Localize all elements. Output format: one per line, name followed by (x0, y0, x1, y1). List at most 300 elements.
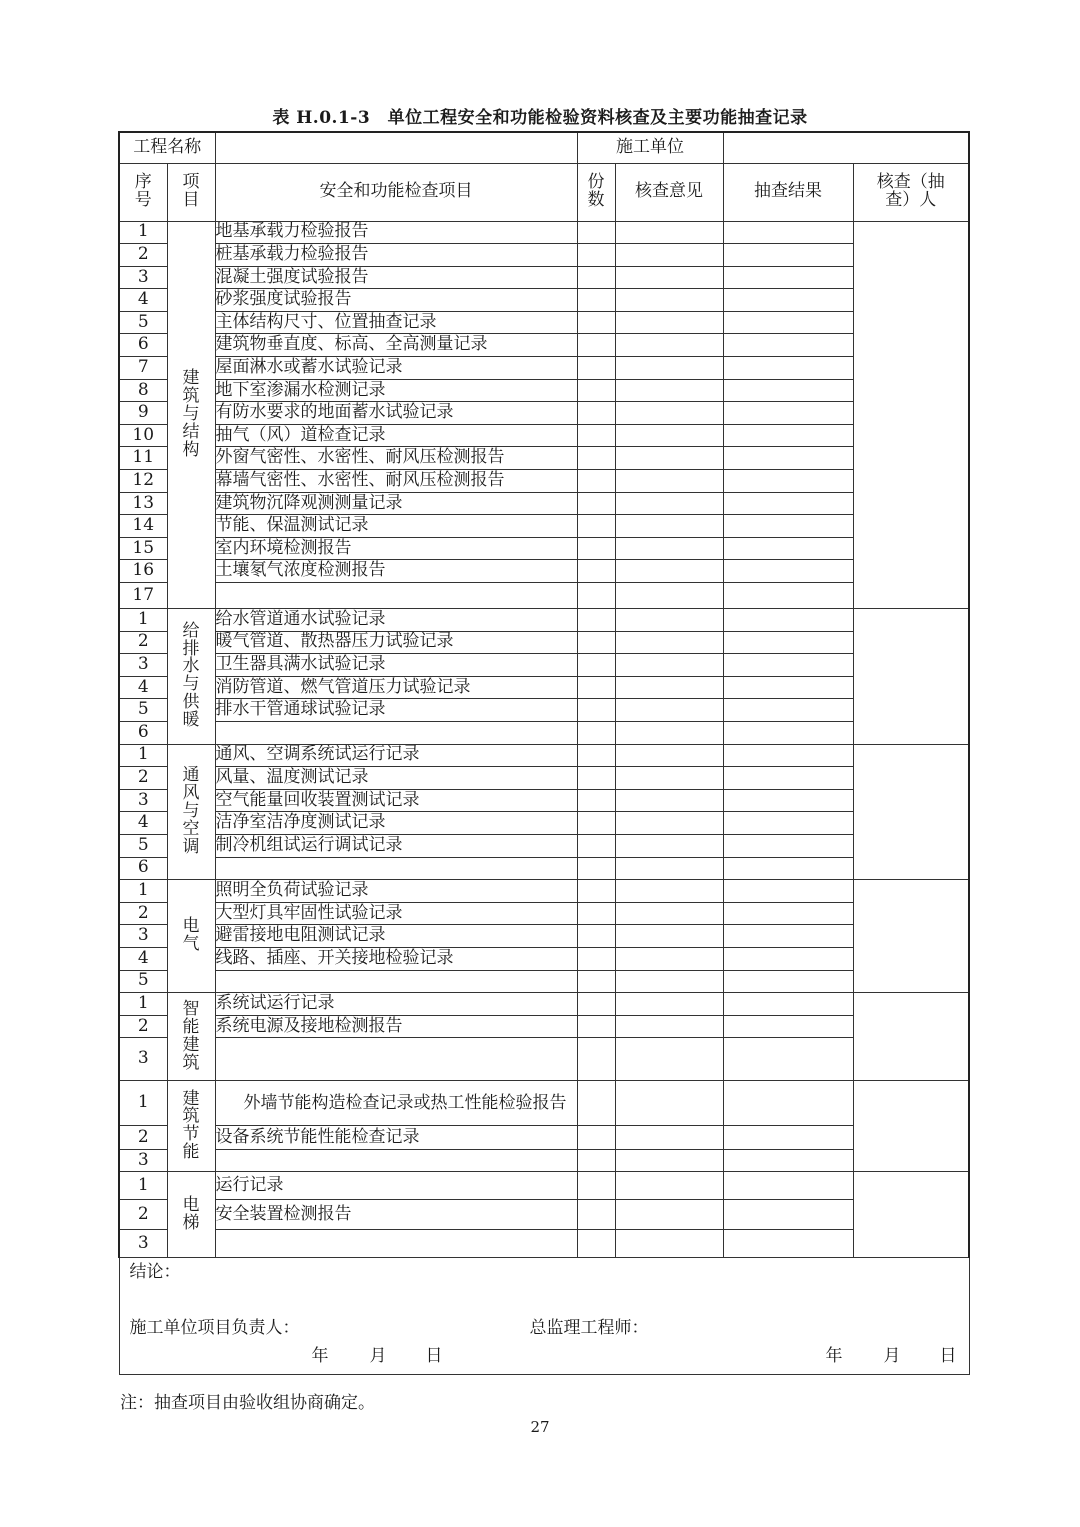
table-row (119, 537, 969, 560)
table-row (119, 357, 969, 380)
table-row (119, 721, 969, 744)
opinion-cell[interactable] (615, 925, 723, 948)
table-row (119, 424, 969, 447)
table-row (119, 812, 969, 835)
row-number: 2 (119, 767, 167, 790)
result-cell[interactable] (723, 1038, 853, 1081)
column-header-opinion: 核查意见 (615, 163, 723, 221)
table-row (119, 880, 969, 903)
opinion-cell[interactable] (615, 880, 723, 903)
result-cell[interactable] (723, 857, 853, 880)
copies-cell[interactable] (577, 1038, 615, 1081)
result-cell[interactable] (723, 767, 853, 790)
contractor-date-year: 年 (311, 1346, 329, 1367)
contractor-date-day: 日 (425, 1346, 443, 1367)
copies-cell[interactable] (577, 744, 615, 767)
check-item: 安全装置检测报告 (215, 1200, 577, 1230)
opinion-cell[interactable] (615, 767, 723, 790)
opinion-cell[interactable] (615, 970, 723, 993)
copies-cell[interactable] (577, 925, 615, 948)
copies-cell[interactable] (577, 834, 615, 857)
table-row (119, 1200, 969, 1230)
check-item: 屋面淋水或蓄水试验记录 (215, 357, 577, 380)
table-row (119, 993, 969, 1016)
result-cell[interactable] (723, 537, 853, 560)
column-header-category-line: 目 (182, 190, 200, 210)
table-row (119, 515, 969, 538)
check-item (215, 970, 577, 993)
result-cell[interactable] (723, 970, 853, 993)
copies-cell[interactable] (577, 379, 615, 402)
category-char: 排 (182, 638, 200, 659)
opinion-cell[interactable] (615, 1172, 723, 1200)
check-item: 地基承载力检验报告 (215, 221, 577, 244)
result-cell[interactable] (723, 834, 853, 857)
column-header-result: 抽查结果 (723, 163, 853, 221)
row-number: 2 (119, 1126, 167, 1150)
conclusion-cell[interactable] (119, 1258, 969, 1375)
row-number: 12 (119, 470, 167, 493)
result-cell[interactable] (723, 379, 853, 402)
table-row (119, 244, 969, 267)
result-cell[interactable] (723, 311, 853, 334)
opinion-cell[interactable] (615, 902, 723, 925)
category-char: 水 (182, 656, 200, 677)
opinion-cell[interactable] (615, 1230, 723, 1258)
check-item: 大型灯具牢固性试验记录 (215, 902, 577, 925)
result-cell[interactable] (723, 880, 853, 903)
category-char: 与 (182, 674, 200, 695)
table-row (119, 1150, 969, 1172)
result-cell[interactable] (723, 654, 853, 677)
checker-cell[interactable] (853, 609, 969, 745)
check-item-line: 外墙节能构造检查记录或热工性能检 (243, 1093, 516, 1114)
copies-cell[interactable] (577, 221, 615, 244)
category-char: 智 (182, 999, 200, 1019)
result-cell[interactable] (723, 925, 853, 948)
opinion-cell[interactable] (615, 515, 723, 538)
result-cell[interactable] (723, 470, 853, 493)
category-char: 气 (182, 934, 200, 955)
copies-cell[interactable] (577, 357, 615, 380)
row-number: 1 (119, 993, 167, 1016)
copies-cell[interactable] (577, 902, 615, 925)
copies-cell[interactable] (577, 447, 615, 470)
result-cell[interactable] (723, 1230, 853, 1258)
copies-cell[interactable] (577, 515, 615, 538)
check-item: 混凝土强度试验报告 (215, 266, 577, 289)
chief-supervisor-label: 总监理工程师： (529, 1318, 649, 1339)
project-name-field[interactable] (215, 132, 577, 163)
opinion-cell[interactable] (615, 537, 723, 560)
opinion-cell[interactable] (615, 289, 723, 312)
copies-cell[interactable] (577, 947, 615, 970)
category-label (167, 1172, 215, 1258)
result-cell[interactable] (723, 447, 853, 470)
row-number: 3 (119, 925, 167, 948)
copies-cell[interactable] (577, 631, 615, 654)
column-header-category-line: 项 (182, 172, 200, 193)
copies-cell[interactable] (577, 266, 615, 289)
check-item: 排水干管通球试验记录 (215, 699, 577, 722)
result-cell[interactable] (723, 492, 853, 515)
opinion-cell[interactable] (615, 1150, 723, 1172)
opinion-cell[interactable] (615, 654, 723, 677)
copies-cell[interactable] (577, 1230, 615, 1258)
checker-cell[interactable] (853, 1081, 969, 1172)
result-cell[interactable] (723, 789, 853, 812)
inspection-table (118, 131, 970, 1375)
checker-cell[interactable] (853, 880, 969, 993)
row-number: 3 (119, 1150, 167, 1172)
table-row (119, 289, 969, 312)
check-item (215, 721, 577, 744)
row-number: 6 (119, 721, 167, 744)
column-header-seq-line: 号 (134, 190, 152, 210)
result-cell[interactable] (723, 1081, 853, 1126)
row-number: 15 (119, 537, 167, 560)
column-header-copies-line: 份 (587, 172, 605, 193)
category-char: 电 (182, 916, 200, 937)
category-char: 暖 (182, 709, 200, 730)
checker-cell[interactable] (853, 221, 969, 609)
footnote: 注：抽查项目由验收组协商确定。 (120, 1393, 375, 1413)
check-item: 室内环境检测报告 (215, 537, 577, 560)
row-number: 1 (119, 1172, 167, 1200)
opinion-cell[interactable] (615, 334, 723, 357)
opinion-cell[interactable] (615, 1038, 723, 1081)
row-number: 9 (119, 402, 167, 425)
copies-cell[interactable] (577, 970, 615, 993)
result-cell[interactable] (723, 424, 853, 447)
opinion-cell[interactable] (615, 789, 723, 812)
category-label (167, 221, 215, 609)
row-number: 7 (119, 357, 167, 380)
opinion-cell[interactable] (615, 857, 723, 880)
copies-cell[interactable] (577, 424, 615, 447)
check-item: 通风、空调系统试运行记录 (215, 744, 577, 767)
check-item: 有防水要求的地面蓄水试验记录 (215, 402, 577, 425)
row-number: 1 (119, 221, 167, 244)
check-item: 桩基承载力检验报告 (215, 244, 577, 267)
table-row (119, 767, 969, 790)
result-cell[interactable] (723, 244, 853, 267)
category-char: 给 (182, 620, 200, 641)
check-item (215, 1038, 577, 1081)
result-cell[interactable] (723, 902, 853, 925)
row-number: 16 (119, 560, 167, 583)
table-row (119, 789, 969, 812)
opinion-cell[interactable] (615, 834, 723, 857)
check-item: 消防管道、燃气管道压力试验记录 (215, 676, 577, 699)
result-cell[interactable] (723, 357, 853, 380)
table-row (119, 1230, 969, 1258)
result-cell[interactable] (723, 699, 853, 722)
table-row (119, 492, 969, 515)
copies-cell[interactable] (577, 311, 615, 334)
copies-cell[interactable] (577, 1081, 615, 1126)
copies-cell[interactable] (577, 1150, 615, 1172)
category-char: 能 (182, 1016, 200, 1037)
category-char: 空 (182, 818, 200, 839)
row-number: 3 (119, 1038, 167, 1081)
category-char: 风 (182, 783, 200, 804)
copies-cell[interactable] (577, 857, 615, 880)
row-number: 8 (119, 379, 167, 402)
contractor-date-month: 月 (369, 1346, 387, 1367)
opinion-cell[interactable] (615, 609, 723, 632)
row-number: 14 (119, 515, 167, 538)
check-item: 砂浆强度试验报告 (215, 289, 577, 312)
check-item: 制冷机组试运行调试记录 (215, 834, 577, 857)
copies-cell[interactable] (577, 880, 615, 903)
opinion-cell[interactable] (615, 379, 723, 402)
contractor-field[interactable] (723, 132, 969, 163)
row-number: 1 (119, 744, 167, 767)
check-item (215, 1150, 577, 1172)
check-item: 照明全负荷试验记录 (215, 880, 577, 903)
row-number: 4 (119, 289, 167, 312)
table-row (119, 560, 969, 583)
table-row (119, 947, 969, 970)
check-item (215, 1081, 577, 1126)
result-cell[interactable] (723, 221, 853, 244)
category-label (167, 609, 215, 745)
check-item: 主体结构尺寸、位置抽查记录 (215, 311, 577, 334)
result-cell[interactable] (723, 266, 853, 289)
opinion-cell[interactable] (615, 744, 723, 767)
table-row (119, 447, 969, 470)
column-header-checker-line: 核查（抽 (876, 172, 945, 193)
opinion-cell[interactable] (615, 311, 723, 334)
row-number: 2 (119, 631, 167, 654)
table-row (119, 311, 969, 334)
row-number: 5 (119, 970, 167, 993)
copies-cell[interactable] (577, 402, 615, 425)
row-number: 4 (119, 676, 167, 699)
category-char: 供 (182, 692, 200, 713)
row-number: 3 (119, 266, 167, 289)
copies-cell[interactable] (577, 583, 615, 609)
check-item: 给水管道通水试验记录 (215, 609, 577, 632)
category-char: 通 (182, 765, 200, 786)
check-item: 避雷接地电阻测试记录 (215, 925, 577, 948)
page-title: 表 H.0.1-3 单位工程安全和功能检验资料核查及主要功能抽查记录 (272, 108, 808, 128)
category-char: 能 (182, 1142, 200, 1163)
checker-cell[interactable] (853, 993, 969, 1081)
opinion-cell[interactable] (615, 470, 723, 493)
opinion-cell[interactable] (615, 402, 723, 425)
opinion-cell[interactable] (615, 721, 723, 744)
copies-cell[interactable] (577, 537, 615, 560)
copies-cell[interactable] (577, 492, 615, 515)
category-char: 梯 (182, 1212, 200, 1233)
conclusion-label: 结论： (129, 1262, 181, 1283)
copies-cell[interactable] (577, 609, 615, 632)
copies-cell[interactable] (577, 812, 615, 835)
category-char: 调 (182, 836, 200, 857)
column-header-seq-line: 序 (134, 172, 152, 193)
result-cell[interactable] (723, 609, 853, 632)
check-item: 卫生器具满水试验记录 (215, 654, 577, 677)
result-cell[interactable] (723, 1200, 853, 1230)
copies-cell[interactable] (577, 1172, 615, 1200)
check-item: 系统电源及接地检测报告 (215, 1015, 577, 1038)
row-number: 5 (119, 311, 167, 334)
opinion-cell[interactable] (615, 1015, 723, 1038)
check-item: 空气能量回收装置测试记录 (215, 789, 577, 812)
category-char: 筑 (182, 1106, 200, 1127)
page-number: 27 (530, 1418, 550, 1436)
copies-cell[interactable] (577, 654, 615, 677)
check-item: 抽气（风）道检查记录 (215, 424, 577, 447)
row-number: 5 (119, 834, 167, 857)
table-row (119, 1015, 969, 1038)
table-row (119, 654, 969, 677)
copies-cell[interactable] (577, 676, 615, 699)
project-name-label: 工程名称 (119, 132, 215, 163)
opinion-cell[interactable] (615, 424, 723, 447)
row-number: 2 (119, 1015, 167, 1038)
table-row (119, 1081, 969, 1126)
row-number: 6 (119, 334, 167, 357)
copies-cell[interactable] (577, 993, 615, 1016)
copies-cell[interactable] (577, 789, 615, 812)
check-item: 建筑物垂直度、标高、全高测量记录 (215, 334, 577, 357)
opinion-cell[interactable] (615, 1126, 723, 1150)
row-number: 3 (119, 789, 167, 812)
category-char: 与 (182, 800, 200, 821)
result-cell[interactable] (723, 1126, 853, 1150)
result-cell[interactable] (723, 721, 853, 744)
copies-cell[interactable] (577, 721, 615, 744)
check-item (215, 583, 577, 609)
result-cell[interactable] (723, 560, 853, 583)
opinion-cell[interactable] (615, 1081, 723, 1126)
opinion-cell[interactable] (615, 244, 723, 267)
table-row (119, 902, 969, 925)
check-item (215, 857, 577, 880)
opinion-cell[interactable] (615, 631, 723, 654)
result-cell[interactable] (723, 1015, 853, 1038)
supervisor-date-month: 月 (883, 1346, 901, 1367)
category-char: 电 (182, 1194, 200, 1215)
copies-cell[interactable] (577, 244, 615, 267)
copies-cell[interactable] (577, 699, 615, 722)
opinion-cell[interactable] (615, 1200, 723, 1230)
result-cell[interactable] (723, 1150, 853, 1172)
row-number: 3 (119, 654, 167, 677)
table-row (119, 402, 969, 425)
copies-cell[interactable] (577, 560, 615, 583)
copies-cell[interactable] (577, 334, 615, 357)
opinion-cell[interactable] (615, 676, 723, 699)
row-number: 5 (119, 699, 167, 722)
table-row (119, 834, 969, 857)
table-row (119, 379, 969, 402)
category-char: 构 (182, 439, 200, 460)
check-item: 外窗气密性、水密性、耐风压检测报告 (215, 447, 577, 470)
table-row (119, 631, 969, 654)
contractor-label: 施工单位 (577, 132, 723, 163)
copies-cell[interactable] (577, 289, 615, 312)
checker-cell[interactable] (853, 744, 969, 880)
category-label (167, 880, 215, 993)
check-item: 幕墙气密性、水密性、耐风压检测报告 (215, 470, 577, 493)
result-cell[interactable] (723, 515, 853, 538)
result-cell[interactable] (723, 583, 853, 609)
result-cell[interactable] (723, 676, 853, 699)
opinion-cell[interactable] (615, 583, 723, 609)
opinion-cell[interactable] (615, 221, 723, 244)
opinion-cell[interactable] (615, 993, 723, 1016)
table-row (119, 676, 969, 699)
check-item: 系统试运行记录 (215, 993, 577, 1016)
result-cell[interactable] (723, 993, 853, 1016)
result-cell[interactable] (723, 289, 853, 312)
copies-cell[interactable] (577, 1200, 615, 1230)
row-number: 4 (119, 947, 167, 970)
row-number: 1 (119, 609, 167, 632)
table-row (119, 699, 969, 722)
opinion-cell[interactable] (615, 447, 723, 470)
row-number: 2 (119, 1200, 167, 1230)
opinion-cell[interactable] (615, 947, 723, 970)
opinion-cell[interactable] (615, 699, 723, 722)
result-cell[interactable] (723, 947, 853, 970)
category-label (167, 993, 215, 1081)
category-label (167, 1081, 215, 1172)
copies-cell[interactable] (577, 1015, 615, 1038)
table-row (119, 925, 969, 948)
copies-cell[interactable] (577, 470, 615, 493)
table-row (119, 221, 969, 244)
check-item: 线路、插座、开关接地检验记录 (215, 947, 577, 970)
check-item: 洁净室洁净度测试记录 (215, 812, 577, 835)
copies-cell[interactable] (577, 767, 615, 790)
result-cell[interactable] (723, 334, 853, 357)
checker-cell[interactable] (853, 1172, 969, 1258)
table-row (119, 334, 969, 357)
result-cell[interactable] (723, 812, 853, 835)
table-row (119, 970, 969, 993)
opinion-cell[interactable] (615, 357, 723, 380)
table-row (119, 1172, 969, 1200)
row-number: 1 (119, 1081, 167, 1126)
result-cell[interactable] (723, 402, 853, 425)
row-number: 13 (119, 492, 167, 515)
opinion-cell[interactable] (615, 560, 723, 583)
check-item: 建筑物沉降观测测量记录 (215, 492, 577, 515)
result-cell[interactable] (723, 744, 853, 767)
opinion-cell[interactable] (615, 266, 723, 289)
table-row (119, 266, 969, 289)
table-row (119, 583, 969, 609)
table-row (119, 609, 969, 632)
column-header-seq (119, 163, 167, 221)
result-cell[interactable] (723, 1172, 853, 1200)
row-number: 17 (119, 583, 167, 609)
column-header-copies (577, 163, 615, 221)
row-number: 4 (119, 812, 167, 835)
result-cell[interactable] (723, 631, 853, 654)
row-number: 2 (119, 244, 167, 267)
opinion-cell[interactable] (615, 492, 723, 515)
supervisor-date-day: 日 (939, 1346, 957, 1367)
column-header-category (167, 163, 215, 221)
copies-cell[interactable] (577, 1126, 615, 1150)
opinion-cell[interactable] (615, 812, 723, 835)
